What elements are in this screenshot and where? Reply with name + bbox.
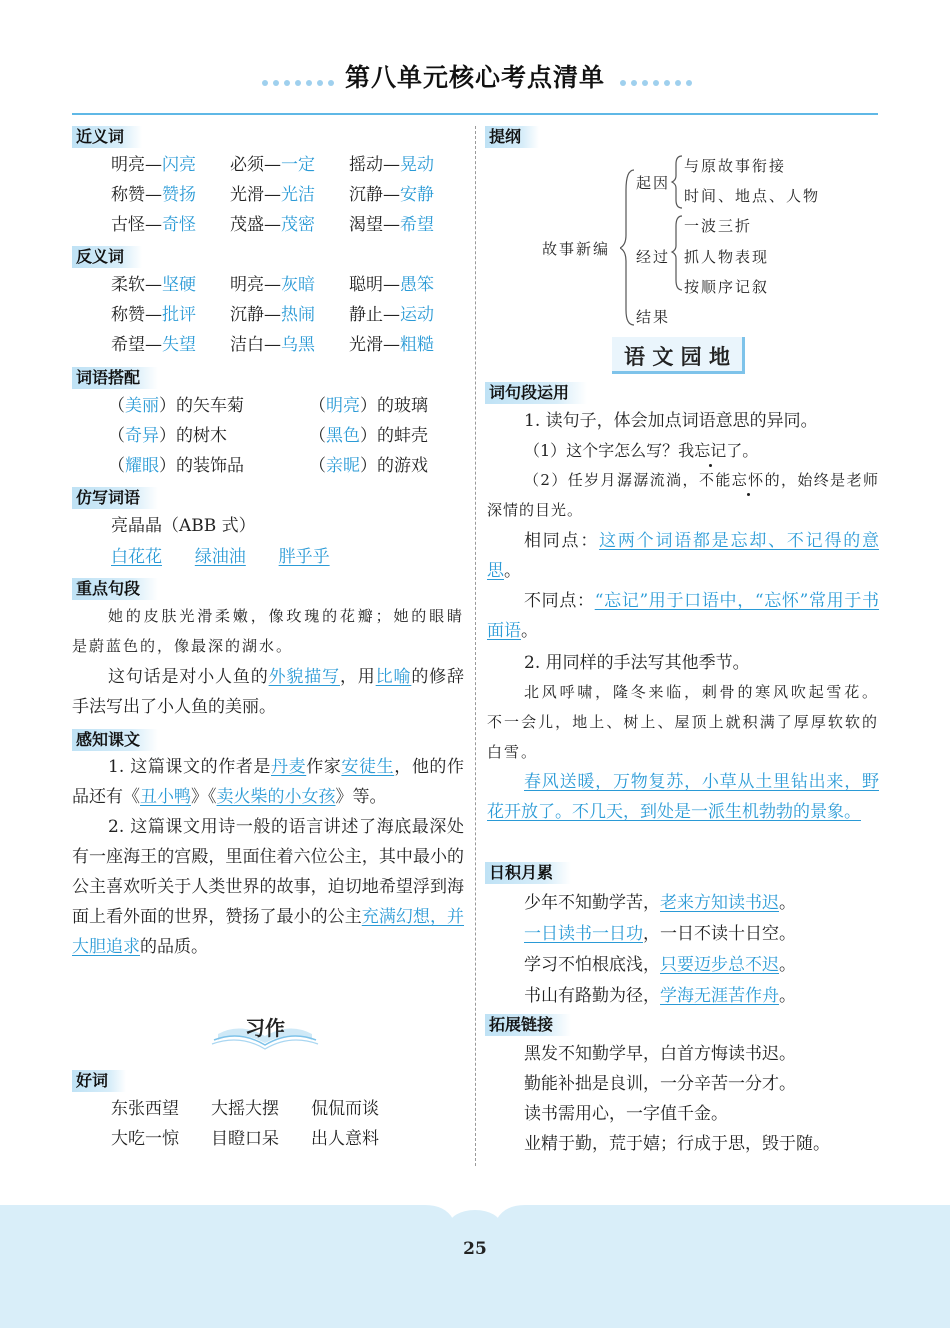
imitation-answer: 胖乎乎 — [278, 547, 330, 567]
accumulation-text: 书山有路勤为径， — [524, 986, 660, 1006]
usage-diff: 不同点：“忘记”用于口语中，“忘怀”常用于书面语。 — [487, 591, 880, 641]
word-pair-answer: 运动 — [400, 305, 434, 325]
accumulation-answer: 一日读书一日功 — [524, 924, 643, 944]
word-pair-answer: 茂密 — [281, 215, 315, 235]
column-divider — [475, 126, 476, 1166]
word-pair — [111, 154, 196, 176]
word-pair-source: 聪明— — [349, 275, 400, 295]
good-word: 出人意料 — [311, 1129, 379, 1149]
imitation-prompt: 亮晶晶（ABB 式） — [111, 516, 256, 536]
word-pair — [111, 214, 196, 236]
word-pair-source: 摇动— — [349, 155, 400, 175]
word-pair — [349, 334, 434, 356]
page-title: 第八单元核心考点清单 — [344, 63, 605, 92]
word-pair-source: 必须— — [230, 155, 281, 175]
label-outline: 提纲 — [485, 126, 539, 148]
word-pair — [230, 154, 315, 176]
word-pair-answer: 热闹 — [281, 305, 315, 325]
extension-line: 黑发不知勤学早，白首方悔读书迟。 — [524, 1044, 796, 1064]
word-pair — [230, 334, 315, 356]
collocation-noun: ）的矢车菊 — [159, 396, 244, 416]
word-pair — [349, 274, 434, 296]
word-pair — [111, 184, 196, 206]
collocation-paren: （ — [108, 396, 125, 416]
collocation-item — [108, 425, 227, 447]
extension-line: 业精于勤，荒于嬉；行成于思，毁于随。 — [524, 1134, 830, 1154]
word-pair — [230, 304, 315, 326]
accumulation-text: 少年不知勤学苦， — [524, 893, 660, 913]
word-pair-answer: 愚笨 — [400, 275, 434, 295]
collocation-answer: 明亮 — [326, 396, 360, 416]
outline-leaf: 抓人物表现 — [684, 248, 770, 266]
perception-p1: 1. 这篇课文的作者是丹麦作家安徒生，他的作品还有《丑小鸭》《卖火柴的小女孩》等。 — [72, 757, 465, 807]
usage-s1: （1）这个字怎么写？我忘记了。 — [524, 441, 759, 460]
label-accumulation: 日积月累 — [485, 862, 571, 884]
garden-title-box — [612, 337, 745, 374]
good-word: 大摇大摆 — [211, 1099, 279, 1119]
collocation-answer: 美丽 — [125, 396, 159, 416]
accumulation-answer: 老来方知读书迟 — [660, 893, 779, 913]
word-pair-source: 称赞— — [111, 305, 162, 325]
good-word: 东张西望 — [111, 1099, 179, 1119]
good-word: 侃侃而谈 — [311, 1099, 379, 1119]
usage-example: 北风呼啸，隆冬来临，刺骨的寒风吹起雪花。不一会儿，地上、树上、屋顶上就积满了厚厚软软的白雪。 — [487, 683, 879, 761]
collocation-noun: ）的蚌壳 — [360, 426, 428, 446]
usage-q2: 2. 用同样的手法写其他季节。 — [524, 653, 750, 673]
perception-p2: 2. 这篇课文用诗一般的语言讲述了海底最深处有一座海王的宫殿，里面住着六位公主，其中最小的公主喜欢听关于人类世界的故事，迫切地希望浮到海面上看外面的世界，赞扬了最小的公主充满幻想，并大胆追求的品质。 — [72, 817, 465, 957]
collocation-noun: ）的树木 — [159, 426, 227, 446]
usage-q1: 1. 读句子，体会加点词语意思的异同。 — [524, 411, 818, 431]
collocation-item — [309, 425, 428, 447]
collocation-answer: 奇异 — [125, 426, 159, 446]
word-pair — [349, 304, 434, 326]
word-pair-source: 希望— — [111, 335, 162, 355]
word-pair — [111, 334, 196, 356]
word-pair-answer: 晃动 — [400, 155, 434, 175]
label-usage: 词句段运用 — [485, 382, 587, 404]
word-pair — [230, 274, 315, 296]
accumulation-text: 学习不怕根底浅， — [524, 955, 660, 975]
label-key-sentence: 重点句段 — [72, 578, 158, 600]
good-word: 大吃一惊 — [111, 1129, 179, 1149]
word-pair-answer: 失望 — [162, 335, 196, 355]
word-pair-source: 明亮— — [230, 275, 281, 295]
label-collocations: 词语搭配 — [72, 367, 158, 389]
imitation-answer: 绿油油 — [194, 547, 246, 567]
usage-s2: （2）任岁月潺潺流淌，不能忘怀的，始终是老师深情的目光。 — [487, 471, 879, 519]
label-good-words: 好词 — [72, 1070, 126, 1092]
accumulation-text: 。 — [779, 986, 796, 1006]
imitation-answers — [111, 546, 330, 568]
word-pair-source: 光滑— — [349, 335, 400, 355]
label-perception: 感知课文 — [72, 729, 158, 751]
outline-leaf: 按顺序记叙 — [684, 278, 770, 296]
outline-leaf: 时间、地点、人物 — [684, 187, 821, 205]
imitation-answer: 白花花 — [111, 547, 162, 567]
collocation-noun: ）的装饰品 — [159, 456, 244, 476]
outline-branch: 起因 — [636, 174, 671, 192]
collocation-paren: （ — [309, 456, 326, 476]
label-antonyms: 反义词 — [72, 246, 142, 268]
word-pair — [349, 184, 434, 206]
word-pair-source: 明亮— — [111, 155, 162, 175]
writing-heading: 习作 — [210, 1010, 320, 1050]
outline-leaf: 与原故事衔接 — [684, 157, 787, 175]
collocation-paren: （ — [309, 426, 326, 446]
key-sentence-analysis: 这句话是对小人鱼的外貌描写，用比喻的修辞手法写出了小人鱼的美丽。 — [72, 667, 465, 717]
garden-title: 语 文 园 地 — [624, 345, 730, 369]
collocation-answer: 黑色 — [326, 426, 360, 446]
label-imitation: 仿写词语 — [72, 487, 158, 509]
word-pair-answer: 坚硬 — [162, 275, 196, 295]
usage-answer: 春风送暖，万物复苏，小草从土里钻出来，野花开放了。不几天，到处是一派生机勃勃的景象。 — [487, 772, 879, 822]
header-rule — [72, 113, 878, 115]
accumulation-line — [524, 892, 796, 914]
word-pair-source: 柔软— — [111, 275, 162, 295]
word-pair — [349, 154, 434, 176]
word-pair-answer: 乌黑 — [281, 335, 315, 355]
word-pair-answer: 粗糙 — [400, 335, 434, 355]
word-pair-source: 茂盛— — [230, 215, 281, 235]
word-pair-source: 洁白— — [230, 335, 281, 355]
word-pair-answer: 光洁 — [281, 185, 315, 205]
collocation-answer: 亲昵 — [326, 456, 360, 476]
accumulation-line — [524, 923, 796, 945]
accumulation-line — [524, 954, 796, 976]
collocation-noun: ）的玻璃 — [360, 396, 428, 416]
word-pair-answer: 赞扬 — [162, 185, 196, 205]
word-pair — [111, 304, 196, 326]
accumulation-text: ，一日不读十日空。 — [643, 924, 796, 944]
outline-branch: 经过 — [636, 248, 671, 266]
word-pair — [111, 274, 196, 296]
word-pair-answer: 闪亮 — [162, 155, 196, 175]
accumulation-text: 。 — [779, 955, 796, 975]
label-synonyms: 近义词 — [72, 126, 142, 148]
word-pair-source: 光滑— — [230, 185, 281, 205]
word-pair-source: 沉静— — [230, 305, 281, 325]
accumulation-text: 。 — [779, 893, 796, 913]
word-pair-answer: 安静 — [400, 185, 434, 205]
collocation-paren: （ — [309, 396, 326, 416]
extension-line: 读书需用心，一字值千金。 — [524, 1104, 728, 1124]
accumulation-line — [524, 985, 796, 1007]
good-word: 目瞪口呆 — [211, 1129, 279, 1149]
word-pair-answer: 奇怪 — [162, 215, 196, 235]
page-footer — [0, 1205, 950, 1328]
page-number: 25 — [463, 1239, 487, 1259]
accumulation-answer: 只要迈步总不迟 — [660, 955, 779, 975]
word-pair-source: 称赞— — [111, 185, 162, 205]
collocation-item — [108, 395, 244, 417]
label-extension: 拓展链接 — [485, 1014, 571, 1036]
word-pair-source: 古怪— — [111, 215, 162, 235]
outline-leaf: 一波三折 — [684, 217, 753, 235]
extension-line: 勤能补拙是良训，一分辛苦一分才。 — [524, 1074, 796, 1094]
outline-branch: 结果 — [636, 308, 671, 326]
collocation-noun: ）的游戏 — [360, 456, 428, 476]
collocation-item — [108, 455, 244, 477]
usage-same: 相同点：这两个词语都是忘却、不记得的意思。 — [487, 531, 880, 581]
word-pair-source: 渴望— — [349, 215, 400, 235]
word-pair-answer: 一定 — [281, 155, 315, 175]
word-pair — [349, 214, 434, 236]
collocation-item — [309, 395, 428, 417]
word-pair-source: 静止— — [349, 305, 400, 325]
accumulation-answer: 学海无涯苦作舟 — [660, 986, 779, 1006]
collocation-item — [309, 455, 428, 477]
key-sentence-quote: 她的皮肤光滑柔嫩，像玫瑰的花瓣；她的眼睛是蔚蓝色的，像最深的湖水。 — [72, 607, 464, 655]
word-pair-answer: 灰暗 — [281, 275, 315, 295]
word-pair-source: 沉静— — [349, 185, 400, 205]
word-pair-answer: 希望 — [400, 215, 434, 235]
collocation-answer: 耀眼 — [125, 456, 159, 476]
collocation-paren: （ — [108, 456, 125, 476]
word-pair-answer: 批评 — [162, 305, 196, 325]
outline-root: 故事新编 — [542, 240, 611, 258]
word-pair — [230, 214, 315, 236]
collocation-paren: （ — [108, 426, 125, 446]
title-dots-right — [620, 71, 697, 79]
word-pair — [230, 184, 315, 206]
